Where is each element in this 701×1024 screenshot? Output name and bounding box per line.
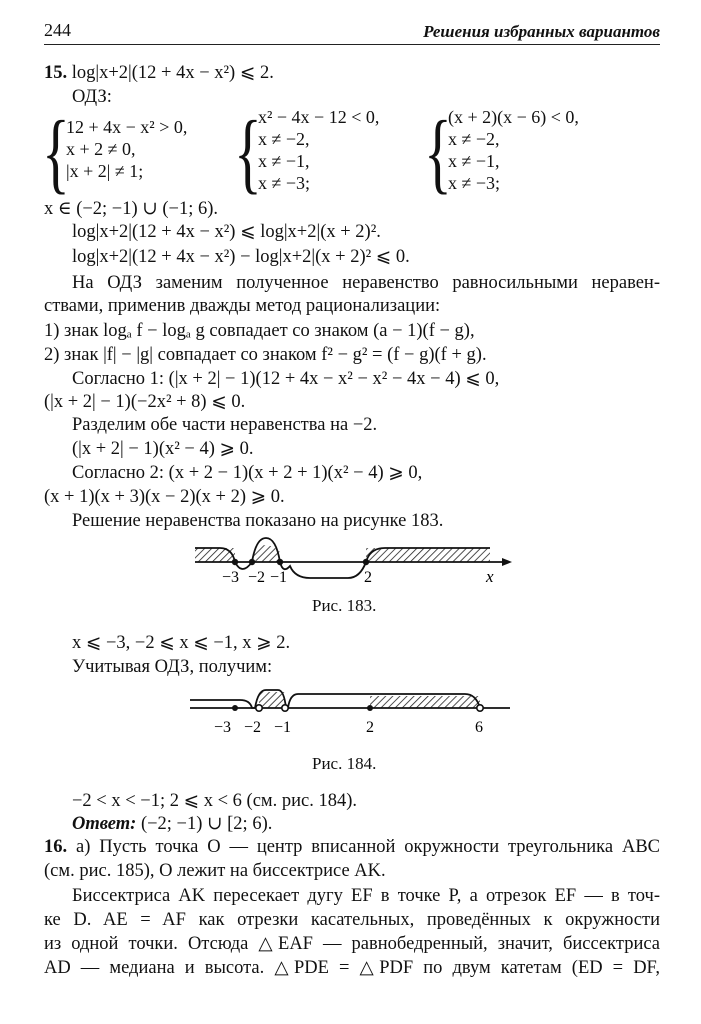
running-title: Решения избранных вариантов [423,22,660,41]
point-2 [363,559,369,565]
odz-system-3 [448,106,579,194]
apply-rule-2: Согласно 2: (x + 2 − 1)(x + 2 + 1)(x² − 4) ⩾ 0, [72,463,423,483]
point-minus2 [256,705,262,711]
problem-15-number: 15. [44,63,68,83]
result-1: x ⩽ −3, −2 ⩽ x ⩽ −1, x ⩾ 2. [72,633,291,653]
paragraph-line: На ОДЗ заменим полученное неравенство равносильными неравен- [72,273,660,293]
system-2-brace: { [234,101,262,203]
system-1-line: 12 + 4x − x² > 0, [66,117,188,137]
system-3-brace: { [424,101,452,203]
point-6 [477,705,483,711]
hatch-right [366,548,490,562]
figure-184 [180,682,520,742]
system-1-line: x + 2 ≠ 0, [66,139,136,159]
apply-rule-1: Согласно 1: (|x + 2| − 1)(12 + 4x − x² − x² − 4x − 4) ⩽ 0, [72,369,500,389]
result-2: −2 < x < −1; 2 ⩽ x < 6 (см. рис. 184). [72,791,358,811]
tick-label: −2 [244,719,262,736]
system-3-line: (x + 2)(x − 6) < 0, [448,107,579,127]
system-1-line: |x + 2| ≠ 1; [66,161,144,181]
problem-16-line: (см. рис. 185), O лежит на биссектрисе AK. [44,861,386,881]
figure-183 [180,530,520,594]
hatch-interval-2 [370,696,480,708]
solution-text: Решение неравенства показано на рисунке 183. [72,511,444,531]
x-axis-arrow [502,558,512,566]
figure-183-caption: Рис. 183. [312,596,377,615]
system-2-line: x ≠ −3; [258,173,311,193]
odz-label: ОДЗ: [72,87,112,107]
odz-text: Учитывая ОДЗ, получим: [72,657,273,677]
domain-result: x ∈ (−2; −1) ∪ (−1; 6). [44,199,219,219]
system-2-line: x ≠ −1, [258,151,310,171]
system-2-line: x² − 4x − 12 < 0, [258,107,380,127]
answer-value: (−2; −1) ∪ [2; 6). [140,814,273,834]
tick-label: 2 [366,719,374,736]
problem-15-statement [44,62,274,84]
page-number: 244 [44,20,71,40]
tick-label: 2 [364,569,372,586]
point-minus3 [232,559,238,565]
odz-system-1 [66,116,187,182]
tick-label: −1 [270,569,288,586]
rule-2: 2) знак |f| − |g| совпадает со знаком f² − g² = (f − g)(f + g). [44,345,487,365]
paragraph-line: ствами, применив дважды метод рационализации: [44,296,441,316]
point-minus2 [249,559,255,565]
system-3-line: x ≠ −2, [448,129,500,149]
tick-label: −3 [222,569,240,586]
point-minus3 [232,705,238,711]
figure-184-caption: Рис. 184. [312,754,377,773]
system-3-line: x ≠ −3; [448,173,501,193]
point-minus1 [282,705,288,711]
answer [72,813,272,835]
tick-label: −3 [214,719,232,736]
tick-label: 6 [475,719,483,736]
problem-16-line: AD — медиана и высота. △PDE = △PDF по двум катетам (ED = DF, [44,958,660,978]
apply-rule-2-result: (x + 1)(x + 3)(x − 2)(x + 2) ⩾ 0. [44,487,285,507]
tick-label: −2 [248,569,266,586]
system-1-brace: { [42,101,70,203]
point-minus1 [277,559,283,565]
problem-15-text: log|x+2|(12 + 4x − x²) ⩽ 2. [71,63,274,83]
point-2 [367,705,373,711]
problem-16-line: из одной точки. Отсюда △EAF — равнобедренный, значит, биссектриса [44,934,660,954]
rule-1: 1) знак logₐ f − logₐ g совпадает со знаком (a − 1)(f − g), [44,321,475,341]
divide-text: Разделим обе части неравенства на −2. [72,415,378,435]
problem-16-line: Биссектриса AK пересекает дугу EF в точке P, а отрезок EF — в точ- [72,886,660,906]
odz-system-2 [258,106,379,194]
hatch-interval-1 [259,692,285,708]
problem-16-number: 16. [44,837,68,857]
axis-label: x [486,567,494,586]
answer-label: Ответ: [72,814,137,834]
problem-16-line: ке D. AE = AF как отрезки касательных, проведённых к окружности [44,910,660,930]
step-1: log|x+2|(12 + 4x − x²) ⩽ log|x+2|(x + 2)². [72,222,381,242]
problem-16-text: а) Пусть точка O — центр вписанной окружности треугольника ABC [76,837,660,857]
tick-label: −1 [274,719,292,736]
problem-16-line [44,836,660,858]
step-2: log|x+2|(12 + 4x − x²) − log|x+2|(x + 2)² ⩽ 0. [72,247,410,267]
apply-rule-1-result: (|x + 2| − 1)(−2x² + 8) ⩽ 0. [44,392,246,412]
page-header [44,14,660,45]
system-3-line: x ≠ −1, [448,151,500,171]
system-2-line: x ≠ −2, [258,129,310,149]
divided-inequality: (|x + 2| − 1)(x² − 4) ⩾ 0. [72,439,254,459]
